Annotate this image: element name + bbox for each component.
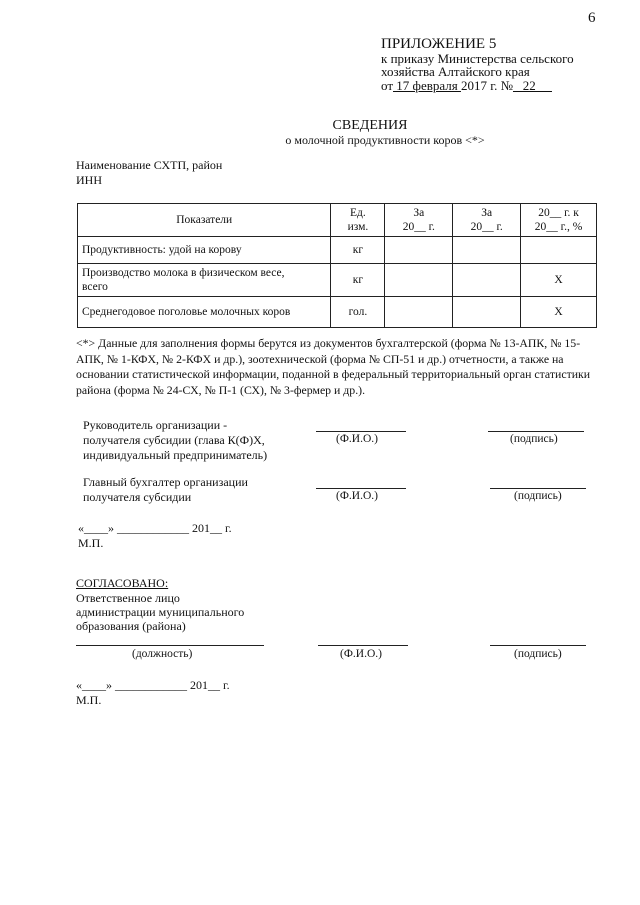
header-year-1: За 20__ г. bbox=[385, 204, 453, 237]
approval-label-3: образования (района) bbox=[76, 619, 186, 633]
approval-stamp: М.П. bbox=[76, 693, 102, 707]
approval-label-1: Ответственное лицо bbox=[76, 591, 180, 605]
head-label-2: получателя субсидии (глава К(Ф)Х, bbox=[83, 433, 265, 447]
approval-position-line bbox=[76, 645, 264, 646]
accountant-fio-line bbox=[316, 488, 406, 489]
header-unit: Ед. изм. bbox=[331, 204, 385, 237]
appendix-date-line bbox=[381, 78, 552, 94]
row-year-2-value bbox=[453, 297, 521, 328]
appendix-line-1: к приказу Министерства сельского bbox=[381, 51, 574, 66]
inn-label: ИНН bbox=[76, 173, 102, 187]
table-header-row bbox=[78, 204, 597, 237]
row-label: Производство молока в физическом весе, всего bbox=[78, 264, 331, 297]
appendix-line-2: хозяйства Алтайского края bbox=[381, 64, 530, 79]
approval-position-caption: (должность) bbox=[132, 648, 193, 660]
approval-fio-line bbox=[318, 645, 408, 646]
row-ratio bbox=[521, 237, 597, 264]
approval-signature-line bbox=[490, 645, 586, 646]
row-label: Продуктивность: удой на корову bbox=[78, 237, 331, 264]
row-year-1-value bbox=[385, 264, 453, 297]
approval-label-2: администрации муниципального bbox=[76, 605, 245, 619]
table-row bbox=[78, 237, 597, 264]
accountant-signature-line bbox=[490, 488, 586, 489]
approval-title: СОГЛАСОВАНО: bbox=[76, 576, 169, 590]
row-unit: гол. bbox=[331, 297, 385, 328]
head-label-3: индивидуальный предприниматель) bbox=[83, 448, 268, 462]
head-signature-line bbox=[488, 431, 584, 432]
table-row bbox=[78, 264, 597, 297]
approval-signature-caption: (подпись) bbox=[514, 648, 562, 660]
row-ratio: X bbox=[521, 264, 597, 297]
productivity-table bbox=[77, 203, 597, 328]
accountant-fio-caption: (Ф.И.О.) bbox=[336, 490, 378, 502]
row-year-2-value bbox=[453, 264, 521, 297]
document-subtitle: о молочной продуктивности коров <*> bbox=[285, 133, 485, 147]
row-ratio: X bbox=[521, 297, 597, 328]
head-fio-line bbox=[316, 431, 406, 432]
document-title: СВЕДЕНИЯ bbox=[332, 118, 408, 133]
row-year-1-value bbox=[385, 297, 453, 328]
header-year-2: За 20__ г. bbox=[453, 204, 521, 237]
approval-date-line: «____» ____________ 201__ г. bbox=[76, 678, 230, 692]
row-unit: кг bbox=[331, 237, 385, 264]
order-number: 22 bbox=[512, 78, 552, 93]
row-label: Среднегодовое поголовье молочных коров bbox=[78, 297, 331, 328]
signature-date-line: «____» ____________ 201__ г. bbox=[78, 521, 232, 535]
head-label-1: Руководитель организации - bbox=[83, 418, 228, 432]
head-signature-caption: (подпись) bbox=[510, 433, 558, 445]
signature-stamp: М.П. bbox=[78, 536, 104, 550]
table-row bbox=[78, 297, 597, 328]
row-year-1-value bbox=[385, 237, 453, 264]
row-year-2-value bbox=[453, 237, 521, 264]
accountant-label-2: получателя субсидии bbox=[83, 490, 192, 504]
date-value: 17 февраля bbox=[393, 78, 461, 93]
name-label: Наименование СХТП, район bbox=[76, 158, 223, 172]
date-prefix: от bbox=[381, 78, 394, 93]
footnote: <*> Данные для заполнения формы берутся из документов бухгалтерской (форма № 13-АПК, № 15-АПК, № 1-КФХ, № 2-КФХ и др.), зоотехнической (форма № СП-51 и др.) отчетности, а также на основании статистической информации, поданной в федеральный территориальный орган статистики района (форма № 24-СХ, № П-1 (СХ), № 3-фермер и др.). bbox=[76, 336, 591, 397]
year-text: 2017 г. № bbox=[460, 78, 513, 93]
accountant-label-1: Главный бухгалтер организации bbox=[83, 475, 248, 489]
approval-fio-caption: (Ф.И.О.) bbox=[340, 648, 382, 660]
appendix-title: ПРИЛОЖЕНИЕ 5 bbox=[381, 36, 497, 52]
page-number: 6 bbox=[588, 10, 596, 26]
header-ratio: 20__ г. к 20__ г., % bbox=[521, 204, 597, 237]
header-indicators: Показатели bbox=[78, 204, 331, 237]
accountant-signature-caption: (подпись) bbox=[514, 490, 562, 502]
row-unit: кг bbox=[331, 264, 385, 297]
head-fio-caption: (Ф.И.О.) bbox=[336, 433, 378, 445]
